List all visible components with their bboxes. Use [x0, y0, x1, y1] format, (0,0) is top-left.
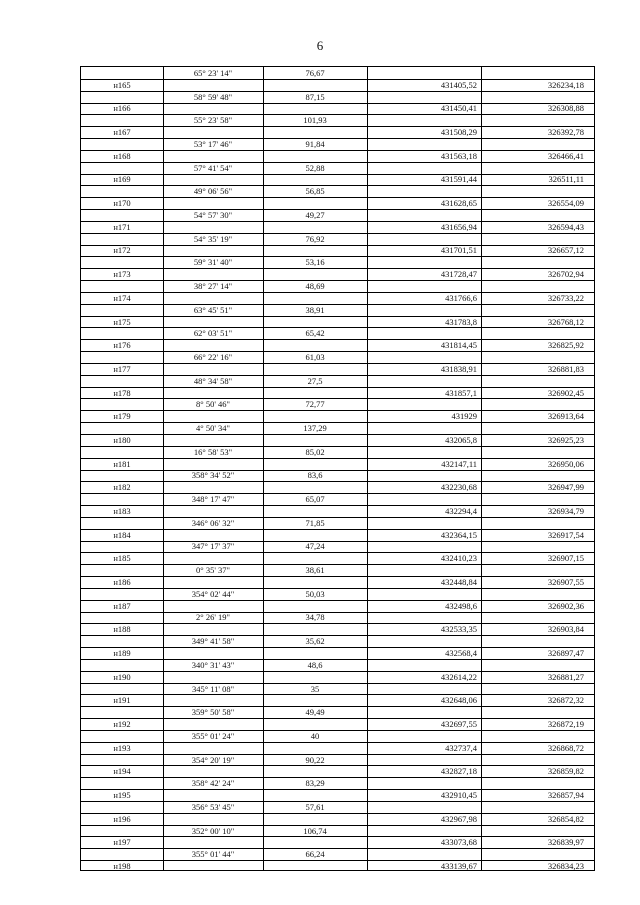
point-y: 326907,15 — [547, 553, 584, 564]
point-name: н188 — [113, 624, 131, 635]
segment-length: 48,6 — [307, 659, 323, 670]
segment-angle: 49° 06' 56" — [193, 186, 233, 197]
point-y: 326859,82 — [547, 766, 584, 777]
point-name: н191 — [113, 695, 131, 706]
segment-angle: 58° 59' 48" — [193, 91, 233, 102]
segment-length: 76,92 — [305, 233, 325, 244]
segment-angle: 57° 41' 54" — [193, 162, 233, 173]
point-x: 432967,98 — [440, 813, 477, 824]
point-y: 326857,94 — [547, 790, 584, 801]
point-x: 431450,41 — [440, 103, 477, 114]
point-x: 432498,6 — [445, 600, 477, 611]
point-y: 326947,99 — [547, 482, 584, 493]
point-x: 431628,65 — [440, 198, 477, 209]
point-x: 432147,11 — [441, 458, 477, 469]
point-name: н171 — [113, 221, 131, 232]
point-x: 431405,52 — [440, 79, 477, 90]
segment-length: 50,03 — [305, 588, 325, 599]
segment-length: 38,91 — [305, 304, 325, 315]
point-name: н194 — [113, 766, 131, 777]
point-y: 326897,47 — [547, 647, 584, 658]
point-y: 326902,36 — [547, 600, 584, 611]
segment-length: 65,42 — [305, 328, 325, 339]
segment-length: 52,88 — [305, 162, 325, 173]
segment-angle: 8° 50' 46" — [196, 399, 230, 410]
segment-angle: 4° 50' 34" — [196, 423, 230, 434]
segment-length: 101,93 — [303, 115, 327, 126]
point-y: 326234,18 — [547, 79, 584, 90]
point-y: 326903,84 — [547, 624, 584, 635]
coordinates-table — [80, 66, 595, 871]
segment-angle: 59° 31' 40" — [193, 257, 233, 268]
point-x: 432230,68 — [440, 482, 477, 493]
point-x: 431656,94 — [440, 221, 477, 232]
segment-angle: 349° 41' 58" — [191, 636, 235, 647]
segment-angle: 38° 27' 14" — [193, 281, 233, 291]
point-y: 326308,88 — [547, 103, 584, 114]
segment-angle: 356° 53' 45" — [191, 801, 235, 812]
point-name: н169 — [113, 174, 131, 185]
point-x: 431508,29 — [440, 127, 477, 138]
point-name: н166 — [113, 103, 131, 114]
point-x: 431563,18 — [440, 150, 477, 161]
point-y: 326466,41 — [547, 150, 584, 161]
point-y: 326917,54 — [547, 529, 584, 540]
segment-length: 56,85 — [305, 186, 325, 197]
segment-angle: 358° 34' 52" — [191, 470, 235, 481]
point-name: н168 — [113, 150, 131, 161]
table-body — [81, 67, 594, 870]
segment-length: 71,85 — [305, 517, 325, 528]
point-y: 326925,23 — [547, 434, 584, 445]
point-x: 432648,06 — [440, 695, 477, 706]
segment-length: 65,07 — [305, 494, 325, 505]
point-name: н182 — [113, 482, 131, 493]
segment-length: 35 — [310, 683, 320, 694]
point-y: 326511,11 — [548, 174, 584, 185]
point-x: 432410,23 — [440, 553, 477, 564]
segment-length: 90,22 — [305, 754, 325, 765]
point-y: 326594,43 — [547, 221, 584, 232]
point-x: 431766,6 — [445, 292, 477, 303]
segment-angle: 354° 02' 44" — [191, 588, 235, 599]
segment-angle: 65° 23' 14" — [193, 67, 233, 78]
segment-angle: 355° 01' 24" — [191, 730, 235, 741]
point-x: 432568,4 — [445, 647, 477, 658]
segment-angle: 48° 34' 58" — [193, 375, 233, 386]
segment-length: 91,84 — [305, 138, 325, 149]
point-name: н177 — [113, 363, 131, 374]
point-y: 326839,97 — [547, 837, 584, 848]
segment-length: 38,61 — [305, 565, 325, 576]
point-x: 432697,55 — [440, 719, 477, 730]
point-y: 326872,32 — [547, 695, 584, 706]
point-name: н187 — [113, 600, 131, 611]
point-x: 432533,35 — [440, 624, 477, 635]
point-x: 431701,51 — [440, 245, 477, 256]
point-x: 432364,15 — [440, 529, 477, 540]
point-name: н173 — [113, 269, 131, 280]
point-name: н195 — [113, 790, 131, 801]
point-name: н186 — [113, 576, 131, 587]
point-y: 326934,79 — [547, 505, 584, 516]
segment-angle: 352° 00' 10" — [191, 825, 235, 836]
segment-length: 85,02 — [305, 446, 325, 457]
point-name: н178 — [113, 387, 131, 398]
point-y: 326913,64 — [547, 411, 584, 422]
segment-angle: 359° 50' 58" — [191, 707, 235, 718]
point-y: 326733,22 — [547, 292, 584, 303]
point-name: н179 — [113, 411, 131, 422]
point-name: н176 — [113, 340, 131, 351]
segment-length: 35,62 — [305, 636, 325, 647]
segment-length: 47,24 — [305, 541, 325, 552]
segment-angle: 348° 17' 47" — [191, 494, 235, 505]
segment-angle: 354° 20' 19" — [191, 754, 235, 765]
point-name: н167 — [113, 127, 131, 138]
point-y: 326868,72 — [547, 742, 584, 753]
point-y: 326392,78 — [547, 127, 584, 138]
segment-angle: 54° 57' 30" — [193, 209, 233, 220]
point-y: 326825,92 — [547, 340, 584, 351]
point-x: 433073,68 — [440, 837, 477, 848]
segment-length: 53,16 — [305, 257, 325, 268]
point-y: 326950,06 — [547, 458, 584, 469]
segment-length: 87,15 — [305, 91, 325, 102]
segment-angle: 2° 26' 19" — [196, 612, 230, 623]
point-x: 431783,8 — [445, 316, 477, 327]
point-y: 326881,83 — [547, 363, 584, 374]
point-name: н165 — [113, 79, 131, 90]
point-x: 432614,22 — [440, 671, 477, 682]
segment-length: 106,74 — [303, 825, 327, 836]
point-y: 326657,12 — [547, 245, 584, 256]
point-x: 432448,84 — [440, 576, 477, 587]
point-x: 432827,18 — [440, 766, 477, 777]
point-name: н193 — [113, 742, 131, 753]
point-name: н185 — [113, 553, 131, 564]
segment-angle: 16° 58' 53" — [193, 446, 233, 457]
point-name: н172 — [113, 245, 131, 256]
point-name: н190 — [113, 671, 131, 682]
point-name: н197 — [113, 837, 131, 848]
point-name: н192 — [113, 719, 131, 730]
point-x: 431929 — [451, 411, 477, 422]
point-name: н174 — [113, 292, 131, 303]
point-x: 432294,4 — [445, 505, 477, 516]
point-x: 433139,67 — [440, 861, 477, 872]
segment-length: 49,49 — [305, 707, 325, 718]
point-y: 326881,27 — [547, 671, 584, 682]
segment-angle: 340° 31' 43" — [191, 659, 235, 670]
page-number: 6 — [316, 38, 324, 53]
segment-angle: 55° 23' 58" — [193, 115, 233, 126]
segment-angle: 355° 01' 44" — [191, 849, 235, 860]
point-name: н170 — [113, 198, 131, 209]
point-name: н184 — [113, 529, 131, 540]
point-name: н189 — [113, 647, 131, 658]
point-y: 326907,55 — [547, 576, 584, 587]
point-x: 431814,45 — [440, 340, 477, 351]
segment-angle: 62° 03' 51" — [193, 328, 233, 339]
point-x: 432737,4 — [445, 742, 477, 753]
segment-length: 49,27 — [305, 209, 325, 220]
segment-length: 34,78 — [305, 612, 325, 623]
segment-angle: 53° 17' 46" — [193, 138, 233, 149]
point-y: 326854,82 — [547, 813, 584, 824]
point-x: 431838,91 — [440, 363, 477, 374]
segment-length: 57,61 — [305, 801, 325, 812]
segment-length: 76,67 — [305, 67, 325, 78]
segment-length: 40 — [310, 730, 320, 741]
point-x: 432910,45 — [440, 790, 477, 801]
segment-length: 48,69 — [305, 281, 325, 291]
point-name: н196 — [113, 813, 131, 824]
segment-angle: 347° 17' 37" — [191, 541, 235, 552]
segment-angle: 358° 42' 24" — [191, 778, 235, 789]
segment-length: 61,03 — [305, 352, 325, 363]
point-x: 431591,44 — [440, 174, 477, 185]
segment-length: 83,6 — [307, 470, 323, 481]
segment-length: 137,29 — [303, 423, 327, 434]
point-name: н180 — [113, 434, 131, 445]
segment-angle: 63° 45' 51" — [193, 304, 233, 315]
point-y: 326702,94 — [547, 269, 584, 280]
segment-angle: 346° 06' 32" — [191, 517, 235, 528]
point-x: 431728,47 — [440, 269, 477, 280]
segment-length: 83,29 — [305, 778, 325, 789]
point-y: 326554,09 — [547, 198, 584, 209]
segment-angle: 54° 35' 19" — [193, 233, 233, 244]
point-x: 432065,8 — [445, 434, 477, 445]
segment-length: 66,24 — [305, 849, 325, 860]
point-name: н181 — [113, 458, 131, 469]
point-x: 431857,1 — [445, 387, 477, 398]
point-y: 326768,12 — [547, 316, 584, 327]
point-y: 326872,19 — [547, 719, 584, 730]
segment-length: 27,5 — [307, 375, 323, 386]
segment-angle: 66° 22' 16" — [193, 352, 233, 363]
segment-angle: 345° 11' 08" — [191, 683, 235, 694]
point-y: 326834,23 — [547, 861, 584, 872]
point-name: н183 — [113, 505, 131, 516]
point-name: н198 — [113, 861, 131, 872]
point-y: 326902,45 — [547, 387, 584, 398]
segment-angle: 0° 35' 37" — [196, 565, 230, 576]
point-name: н175 — [113, 316, 131, 327]
segment-length: 72,77 — [305, 399, 325, 410]
